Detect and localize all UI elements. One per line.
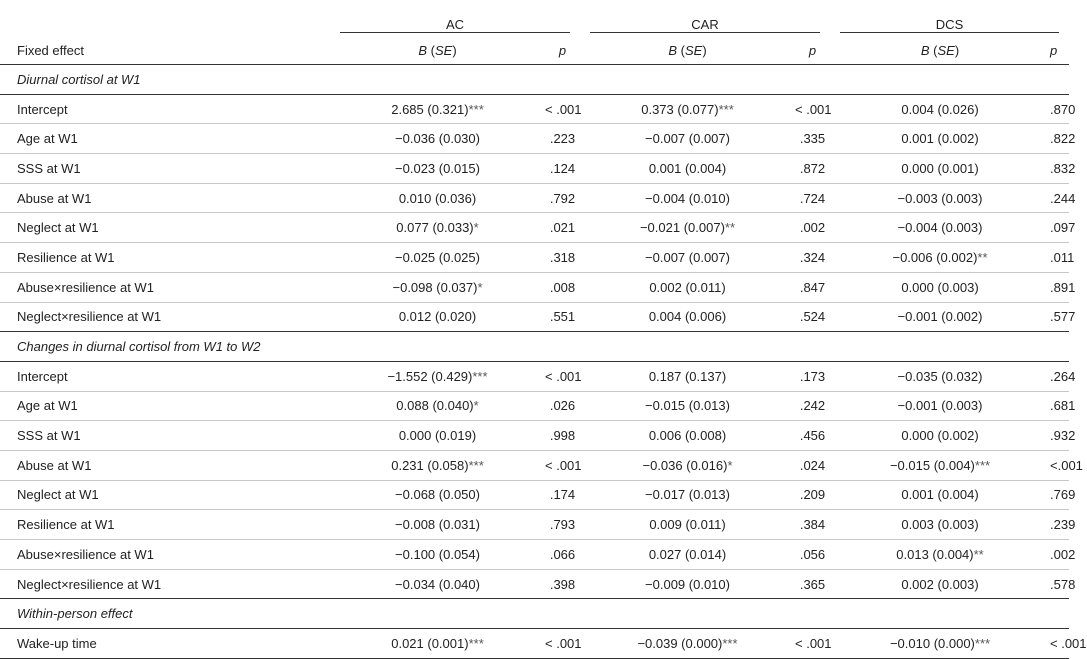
coefficient-value: 0.002 (0.003) [901, 576, 979, 592]
significance-stars: ** [977, 249, 988, 265]
p-value-cell: .002 [1050, 540, 1069, 570]
coefficient-value: 0.000 (0.001) [901, 160, 979, 176]
coefficient-cell [830, 272, 1050, 302]
table-row [0, 540, 1069, 570]
p-value-cell: <.001 [1050, 450, 1069, 480]
coefficient-value: −0.036 (0.016) [642, 457, 728, 473]
p-header-car: p [795, 36, 830, 65]
p-value-cell: < .001 [545, 361, 580, 391]
row-label: SSS at W1 [0, 421, 330, 451]
p-value-cell: .872 [795, 154, 830, 184]
coefficient-value: −0.001 (0.003) [897, 398, 983, 414]
coefficient-value: −0.001 (0.002) [897, 309, 983, 325]
significance-stars: ** [973, 546, 984, 562]
coefficient-value: 0.027 (0.014) [648, 546, 727, 562]
significance-stars: * [477, 279, 483, 295]
p-value-cell: .932 [1050, 421, 1069, 451]
significance-stars: *** [472, 368, 488, 384]
coefficient-cell [580, 361, 795, 391]
row-label: Neglect at W1 [0, 480, 330, 510]
coefficient-cell [830, 540, 1050, 570]
coefficient-value: −0.015 (0.004) [889, 457, 975, 473]
coefficient-value: −0.004 (0.003) [897, 220, 983, 236]
coefficient-cell [580, 450, 795, 480]
coefficient-cell [580, 243, 795, 273]
fixed-effect-header: Fixed effect [0, 36, 330, 65]
p-value-cell: .066 [545, 540, 580, 570]
section-header-row [0, 599, 1069, 629]
coefficient-value: −0.023 (0.015) [395, 160, 480, 176]
coefficient-cell [830, 183, 1050, 213]
significance-stars: *** [468, 635, 484, 651]
p-value-cell: .384 [795, 510, 830, 540]
p-value-cell: .793 [545, 510, 580, 540]
coefficient-cell [830, 629, 1050, 659]
coefficient-cell [580, 510, 795, 540]
row-label: Abuse at W1 [0, 183, 330, 213]
coefficient-value: 0.231 (0.058) [391, 457, 469, 473]
p-value-cell: .021 [545, 213, 580, 243]
table-row [0, 272, 1069, 302]
coefficient-value: −0.010 (0.000) [889, 635, 975, 651]
coefficient-cell [580, 213, 795, 243]
p-value-cell: .681 [1050, 391, 1069, 421]
coefficient-cell [580, 629, 795, 659]
row-label: Intercept [0, 361, 330, 391]
coefficient-cell [330, 272, 545, 302]
coefficient-value: −0.007 (0.007) [645, 131, 730, 147]
coefficient-value: 0.088 (0.040) [396, 398, 474, 414]
significance-stars: *** [974, 457, 991, 473]
b-se-header-ac: B (SE) [330, 36, 545, 65]
coefficient-value: −0.036 (0.030) [395, 131, 480, 147]
table-row [0, 302, 1069, 332]
p-value-cell: .724 [795, 183, 830, 213]
coefficient-value: 0.004 (0.006) [648, 309, 727, 325]
coefficient-cell [830, 154, 1050, 184]
p-value-cell: .174 [545, 480, 580, 510]
coefficient-value: 0.001 (0.004) [648, 160, 727, 176]
row-label: SSS at W1 [0, 154, 330, 184]
coefficient-value: −0.098 (0.037) [392, 279, 478, 295]
header-group-row [0, 0, 1069, 36]
coefficient-value: −0.006 (0.002) [892, 249, 978, 265]
row-label: Resilience at W1 [0, 243, 330, 273]
coefficient-value: 0.004 (0.026) [901, 101, 979, 117]
coefficient-value: 0.006 (0.008) [648, 428, 727, 444]
p-value-cell: < .001 [545, 629, 580, 659]
coefficient-cell [330, 213, 545, 243]
coefficient-value: 0.187 (0.137) [648, 368, 727, 384]
p-value-cell: < .001 [795, 629, 830, 659]
p-value-cell: .173 [795, 361, 830, 391]
p-value-cell: .056 [795, 540, 830, 570]
coefficient-cell [830, 480, 1050, 510]
coefficient-cell [330, 243, 545, 273]
p-value-cell: .223 [545, 124, 580, 154]
table-row [0, 421, 1069, 451]
p-value-cell: .124 [545, 154, 580, 184]
coefficient-cell [330, 569, 545, 599]
row-label: Intercept [0, 94, 330, 124]
row-label: Neglect at W1 [0, 213, 330, 243]
significance-stars: *** [468, 101, 484, 117]
coefficient-value: −0.068 (0.050) [395, 487, 480, 503]
p-value-cell: .524 [795, 302, 830, 332]
table-row [0, 154, 1069, 184]
coefficient-value: −1.552 (0.429) [387, 368, 473, 384]
section-title: Within-person effect [17, 606, 133, 622]
p-value-cell: .011 [1050, 243, 1069, 273]
group-header-dcs: DCS [830, 0, 1069, 36]
p-value-cell: .335 [795, 124, 830, 154]
p-value-cell: .242 [795, 391, 830, 421]
p-value-cell: .769 [1050, 480, 1069, 510]
coefficient-cell [580, 421, 795, 451]
coefficient-value: −0.100 (0.054) [395, 546, 480, 562]
coefficient-value: 0.000 (0.019) [398, 428, 477, 444]
p-value-cell: .365 [795, 569, 830, 599]
coefficient-cell [330, 154, 545, 184]
group-header-ac: AC [330, 0, 580, 36]
table-row [0, 183, 1069, 213]
p-value-cell: .318 [545, 243, 580, 273]
p-value-cell: .822 [1050, 124, 1069, 154]
row-label: Wake-up time [0, 629, 330, 659]
p-value-cell: .551 [545, 302, 580, 332]
coefficient-cell [580, 480, 795, 510]
table-row [0, 243, 1069, 273]
coefficient-value: 0.077 (0.033) [396, 220, 474, 236]
p-value-cell: .832 [1050, 154, 1069, 184]
significance-stars: *** [468, 457, 484, 473]
p-header-dcs: p [1050, 36, 1069, 65]
coefficient-cell [830, 569, 1050, 599]
significance-stars: *** [718, 101, 734, 117]
coefficient-value: 0.002 (0.011) [649, 279, 726, 295]
table-row [0, 480, 1069, 510]
table-row [0, 629, 1069, 659]
section-header-row [0, 65, 1069, 95]
p-value-cell: .398 [545, 569, 580, 599]
p-value-cell: .577 [1050, 302, 1069, 332]
section-title: Diurnal cortisol at W1 [17, 71, 141, 87]
p-value-cell: .456 [795, 421, 830, 451]
coefficient-cell [580, 124, 795, 154]
coefficient-value: −0.039 (0.000) [637, 635, 723, 651]
row-label: Abuse at W1 [0, 450, 330, 480]
p-value-cell: < .001 [1050, 629, 1069, 659]
p-value-cell: .792 [545, 183, 580, 213]
p-value-cell: .097 [1050, 213, 1069, 243]
coefficient-value: −0.017 (0.013) [645, 487, 730, 503]
coefficient-value: 0.013 (0.004) [896, 546, 974, 562]
coefficient-cell [830, 421, 1050, 451]
coefficient-cell [830, 450, 1050, 480]
coefficient-value: −0.035 (0.032) [897, 368, 983, 384]
coefficient-value: −0.034 (0.040) [395, 576, 480, 592]
significance-stars: * [727, 457, 733, 473]
table-row [0, 361, 1069, 391]
coefficient-cell [830, 213, 1050, 243]
coefficient-cell [580, 302, 795, 332]
coefficient-value: −0.008 (0.031) [395, 517, 480, 533]
coefficient-value: 0.003 (0.003) [901, 517, 979, 533]
p-value-cell: < .001 [545, 450, 580, 480]
p-value-cell: .024 [795, 450, 830, 480]
group-header-car: CAR [580, 0, 830, 36]
p-value-cell: .891 [1050, 272, 1069, 302]
coefficient-value: −0.025 (0.025) [395, 249, 480, 265]
significance-stars: *** [974, 635, 991, 651]
section-title: Changes in diurnal cortisol from W1 to W2 [17, 339, 261, 355]
coefficient-value: −0.007 (0.007) [645, 249, 730, 265]
p-value-cell: .239 [1050, 510, 1069, 540]
coefficient-value: 0.000 (0.003) [901, 279, 979, 295]
coefficient-cell [330, 510, 545, 540]
coefficient-cell [330, 629, 545, 659]
coefficient-cell [830, 391, 1050, 421]
coefficient-value: 0.000 (0.002) [901, 428, 979, 444]
coefficient-value: 0.001 (0.004) [901, 487, 979, 503]
coefficient-cell [580, 94, 795, 124]
coefficient-cell [830, 243, 1050, 273]
p-value-cell: .209 [795, 480, 830, 510]
row-label: Neglect×resilience at W1 [0, 569, 330, 599]
header-column-row [0, 36, 1069, 65]
coefficient-value: −0.015 (0.013) [645, 398, 730, 414]
coefficient-cell [330, 540, 545, 570]
p-value-cell: .244 [1050, 183, 1069, 213]
b-se-header-car: B (SE) [580, 36, 795, 65]
table-row [0, 213, 1069, 243]
coefficient-cell [580, 183, 795, 213]
p-value-cell: < .001 [545, 94, 580, 124]
coefficient-value: 2.685 (0.321) [391, 101, 469, 117]
coefficient-cell [830, 510, 1050, 540]
coefficient-value: −0.009 (0.010) [645, 576, 730, 592]
table-row [0, 124, 1069, 154]
coefficient-cell [830, 124, 1050, 154]
coefficient-cell [330, 124, 545, 154]
p-value-cell: .002 [795, 213, 830, 243]
coefficient-value: −0.021 (0.007) [639, 220, 725, 236]
coefficient-value: −0.004 (0.010) [645, 190, 730, 206]
p-header-ac: p [545, 36, 580, 65]
coefficient-value: 0.009 (0.011) [649, 517, 726, 533]
significance-stars: * [473, 220, 479, 236]
row-label: Abuse×resilience at W1 [0, 540, 330, 570]
table-row [0, 510, 1069, 540]
coefficient-cell [580, 391, 795, 421]
coefficient-value: 0.021 (0.001) [391, 635, 469, 651]
b-se-header-dcs: B (SE) [830, 36, 1050, 65]
p-value-cell: < .001 [795, 94, 830, 124]
table-row [0, 569, 1069, 599]
table-row [0, 391, 1069, 421]
coefficient-cell [330, 391, 545, 421]
coefficient-cell [580, 540, 795, 570]
coefficient-cell [330, 361, 545, 391]
coefficient-cell [330, 183, 545, 213]
coefficient-value: 0.373 (0.077) [641, 101, 719, 117]
table-row [0, 94, 1069, 124]
coefficient-cell [830, 302, 1050, 332]
p-value-cell: .998 [545, 421, 580, 451]
p-value-cell: .324 [795, 243, 830, 273]
section-header-row [0, 332, 1069, 362]
significance-stars: *** [722, 635, 738, 651]
p-value-cell: .847 [795, 272, 830, 302]
p-value-cell: .578 [1050, 569, 1069, 599]
table-row [0, 450, 1069, 480]
coefficient-cell [330, 421, 545, 451]
coefficient-value: 0.001 (0.002) [901, 131, 979, 147]
coefficient-cell [330, 302, 545, 332]
coefficient-value: −0.003 (0.003) [897, 190, 983, 206]
coefficient-cell [330, 450, 545, 480]
row-label: Neglect×resilience at W1 [0, 302, 330, 332]
coefficient-cell [830, 94, 1050, 124]
significance-stars: * [473, 398, 479, 414]
significance-stars: ** [724, 220, 736, 236]
row-label: Abuse×resilience at W1 [0, 272, 330, 302]
p-value-cell: .008 [545, 272, 580, 302]
p-value-cell: .026 [545, 391, 580, 421]
coefficient-cell [580, 272, 795, 302]
p-value-cell: .264 [1050, 361, 1069, 391]
coefficient-cell [580, 569, 795, 599]
coefficient-cell [830, 361, 1050, 391]
coefficient-cell [330, 480, 545, 510]
row-label: Age at W1 [0, 124, 330, 154]
coefficient-value: 0.012 (0.020) [398, 309, 477, 325]
coefficient-cell [330, 94, 545, 124]
p-value-cell: .870 [1050, 94, 1069, 124]
coefficient-cell [580, 154, 795, 184]
row-label: Age at W1 [0, 391, 330, 421]
coefficient-value: 0.010 (0.036) [398, 190, 477, 206]
row-label: Resilience at W1 [0, 510, 330, 540]
